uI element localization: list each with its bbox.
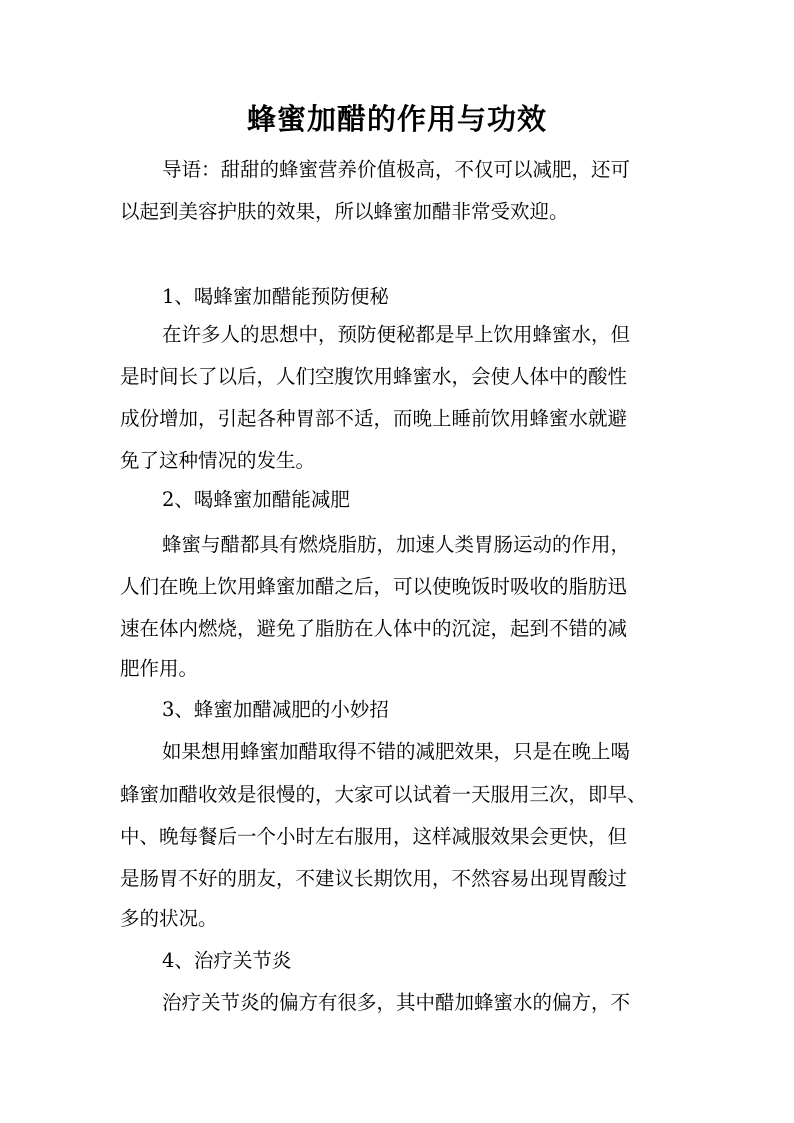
- section-1-line-3: 成份增加，引起各种胃部不适，而晚上睡前饮用蜂蜜水就避: [120, 407, 628, 430]
- intro-line-1: 导语：甜甜的蜂蜜营养价值极高，不仅可以减肥，还可: [162, 158, 631, 181]
- document-title: 蜂蜜加醋的作用与功效: [246, 102, 547, 136]
- section-2-line-4: 肥作用。: [120, 657, 199, 680]
- section-4-heading: 4、治疗关节炎: [162, 949, 292, 972]
- section-2-heading: 2、喝蜂蜜加醋能减肥: [162, 488, 350, 511]
- section-3-line-2: 蜂蜜加醋收效是很慢的，大家可以试着一天服用三次，即早、: [120, 783, 647, 806]
- section-3-line-5: 多的状况。: [120, 907, 218, 930]
- section-1-line-1: 在许多人的思想中，预防便秘都是早上饮用蜂蜜水，但: [162, 323, 631, 346]
- section-1-line-2: 是时间长了以后，人们空腹饮用蜂蜜水，会使人体中的酸性: [120, 365, 628, 388]
- section-2-line-2: 人们在晚上饮用蜂蜜加醋之后，可以使晚饭时吸收的脂肪迅: [120, 575, 628, 598]
- intro-line-2: 以起到美容护肤的效果，所以蜂蜜加醋非常受欢迎。: [120, 200, 569, 223]
- section-2-line-1: 蜂蜜与醋都具有燃烧脂肪，加速人类胃肠运动的作用，: [162, 533, 631, 556]
- section-3-heading: 3、蜂蜜加醋减肥的小妙招: [162, 698, 389, 721]
- section-3-line-1: 如果想用蜂蜜加醋取得不错的减肥效果，只是在晚上喝: [162, 740, 631, 763]
- section-3-line-4: 是肠胃不好的朋友，不建议长期饮用，不然容易出现胃酸过: [120, 867, 628, 890]
- section-3-line-3: 中、晚每餐后一个小时左右服用，这样减服效果会更快，但: [120, 825, 628, 848]
- section-2-line-3: 速在体内燃烧，避免了脂肪在人体中的沉淀，起到不错的减: [120, 617, 628, 640]
- section-1-heading: 1、喝蜂蜜加醋能预防便秘: [162, 285, 389, 308]
- section-1-line-4: 免了这种情况的发生。: [120, 449, 316, 472]
- section-4-line-1: 治疗关节炎的偏方有很多，其中醋加蜂蜜水的偏方，不: [162, 991, 631, 1014]
